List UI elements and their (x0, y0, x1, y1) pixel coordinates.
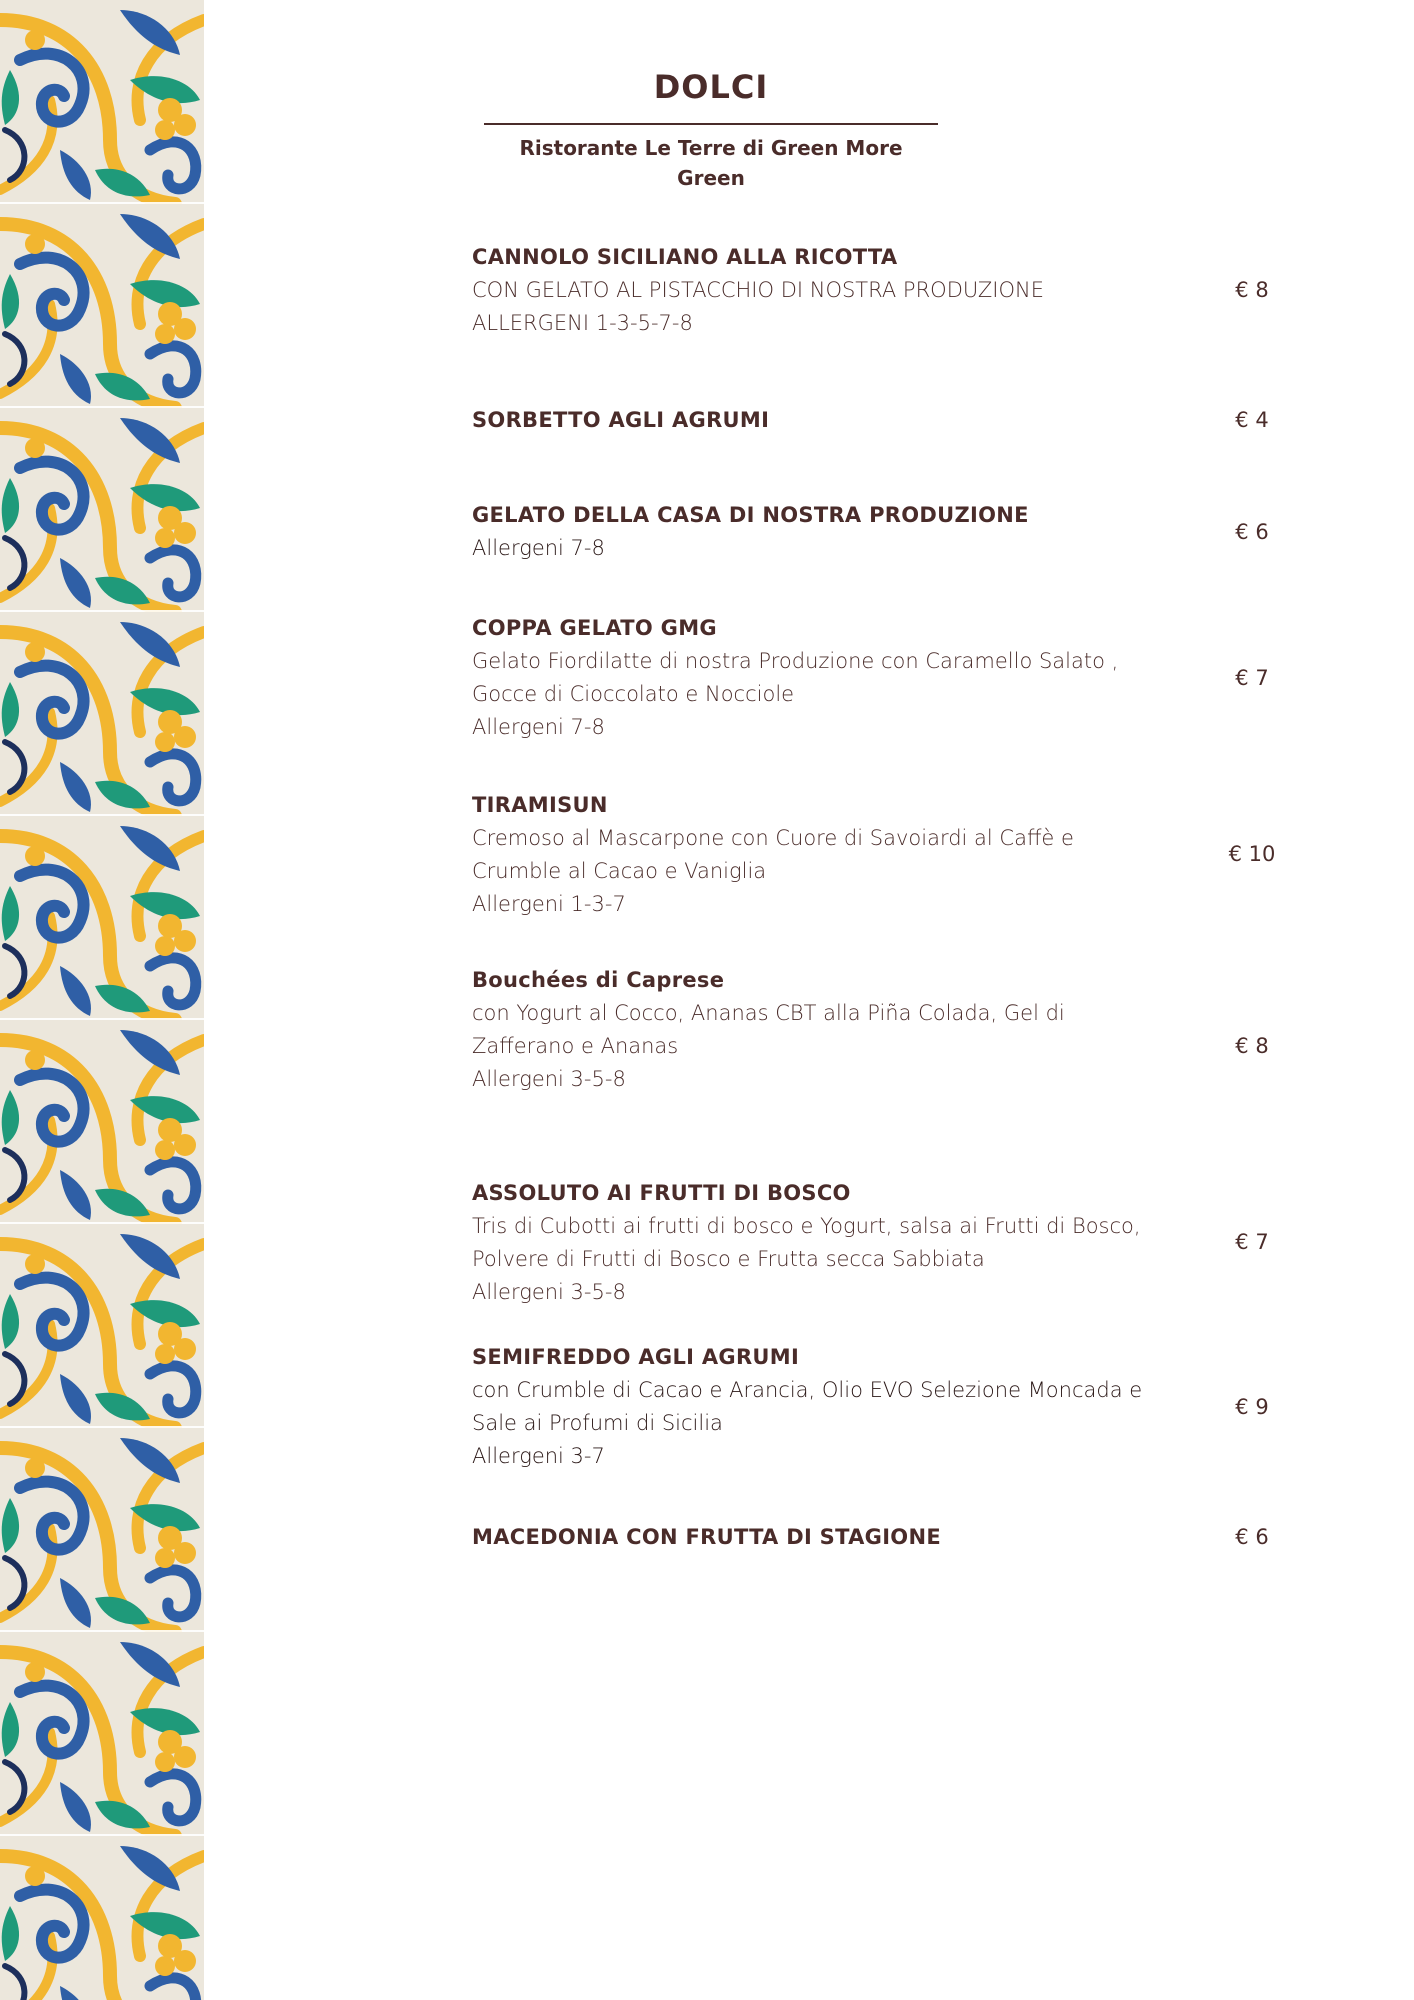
menu-item (472, 404, 1312, 437)
menu-header (484, 62, 938, 193)
menu-item (472, 1521, 1312, 1554)
menu-item (472, 499, 1312, 565)
item-name: CANNOLO SICILIANO ALLA RICOTTA (472, 245, 898, 269)
menu-item (472, 612, 1312, 744)
item-description: con Yogurt al Cocco, Ananas CBT alla Piña Colada, Gel di Zafferano e Ananas (472, 1001, 1065, 1058)
item-name: GELATO DELLA CASA DI NOSTRA PRODUZIONE (472, 503, 1029, 527)
item-allergens: Allergeni 3-7 (472, 1444, 605, 1468)
item-allergens: Allergeni 7-8 (472, 536, 605, 560)
item-description: CON GELATO AL PISTACCHIO DI NOSTRA PRODUZIONE (472, 278, 1044, 302)
menu-item (472, 1177, 1312, 1309)
item-price: € 8 (1235, 1034, 1269, 1058)
item-name: Bouchées di Caprese (472, 968, 725, 992)
item-description: con Crumble di Cacao e Arancia, Olio EVO Selezione Moncada e Sale ai Profumi di Sicilia (472, 1378, 1143, 1435)
majolica-tile-border (0, 0, 204, 2000)
item-price: € 9 (1235, 1395, 1269, 1419)
item-name: SORBETTO AGLI AGRUMI (472, 408, 770, 432)
item-allergens: Allergeni 3-5-8 (472, 1280, 626, 1304)
item-name: ASSOLUTO AI FRUTTI DI BOSCO (472, 1181, 851, 1205)
title-divider (484, 123, 938, 125)
menu-item (472, 789, 1312, 921)
item-name: MACEDONIA CON FRUTTA DI STAGIONE (472, 1525, 941, 1549)
item-price: € 6 (1235, 1525, 1269, 1549)
item-allergens: Allergeni 7-8 (472, 715, 605, 739)
menu-item (472, 241, 1312, 340)
item-price: € 8 (1235, 278, 1269, 302)
item-price: € 4 (1235, 408, 1269, 432)
majolica-pattern-icon (0, 0, 204, 2000)
item-price: € 7 (1235, 1230, 1269, 1254)
menu-item (472, 1341, 1312, 1473)
item-description: Cremoso al Mascarpone con Cuore di Savoiardi al Caffè e Crumble al Cacao e Vaniglia (472, 826, 1074, 883)
item-name: TIRAMISUN (472, 793, 608, 817)
item-allergens: Allergeni 1-3-7 (472, 892, 626, 916)
item-description: Tris di Cubotti ai frutti di bosco e Yogurt, salsa ai Frutti di Bosco, Polvere di Frutti di Bosco e Frutta secca Sabbiata (472, 1214, 1141, 1271)
item-price: € 6 (1235, 520, 1269, 544)
item-allergens: ALLERGENI 1-3-5-7-8 (472, 311, 693, 335)
item-allergens: Allergeni 3-5-8 (472, 1067, 626, 1091)
item-name: COPPA GELATO GMG (472, 616, 717, 640)
item-name: SEMIFREDDO AGLI AGRUMI (472, 1345, 800, 1369)
item-price: € 10 (1228, 842, 1276, 866)
page-title: DOLCI (653, 68, 769, 106)
menu-item (472, 964, 1312, 1096)
item-price: € 7 (1235, 666, 1269, 690)
restaurant-name: Ristorante Le Terre di Green More Green (519, 136, 903, 190)
item-description: Gelato Fiordilatte di nostra Produzione con Caramello Salato , Gocce di Cioccolato e Nocciole (472, 649, 1119, 706)
